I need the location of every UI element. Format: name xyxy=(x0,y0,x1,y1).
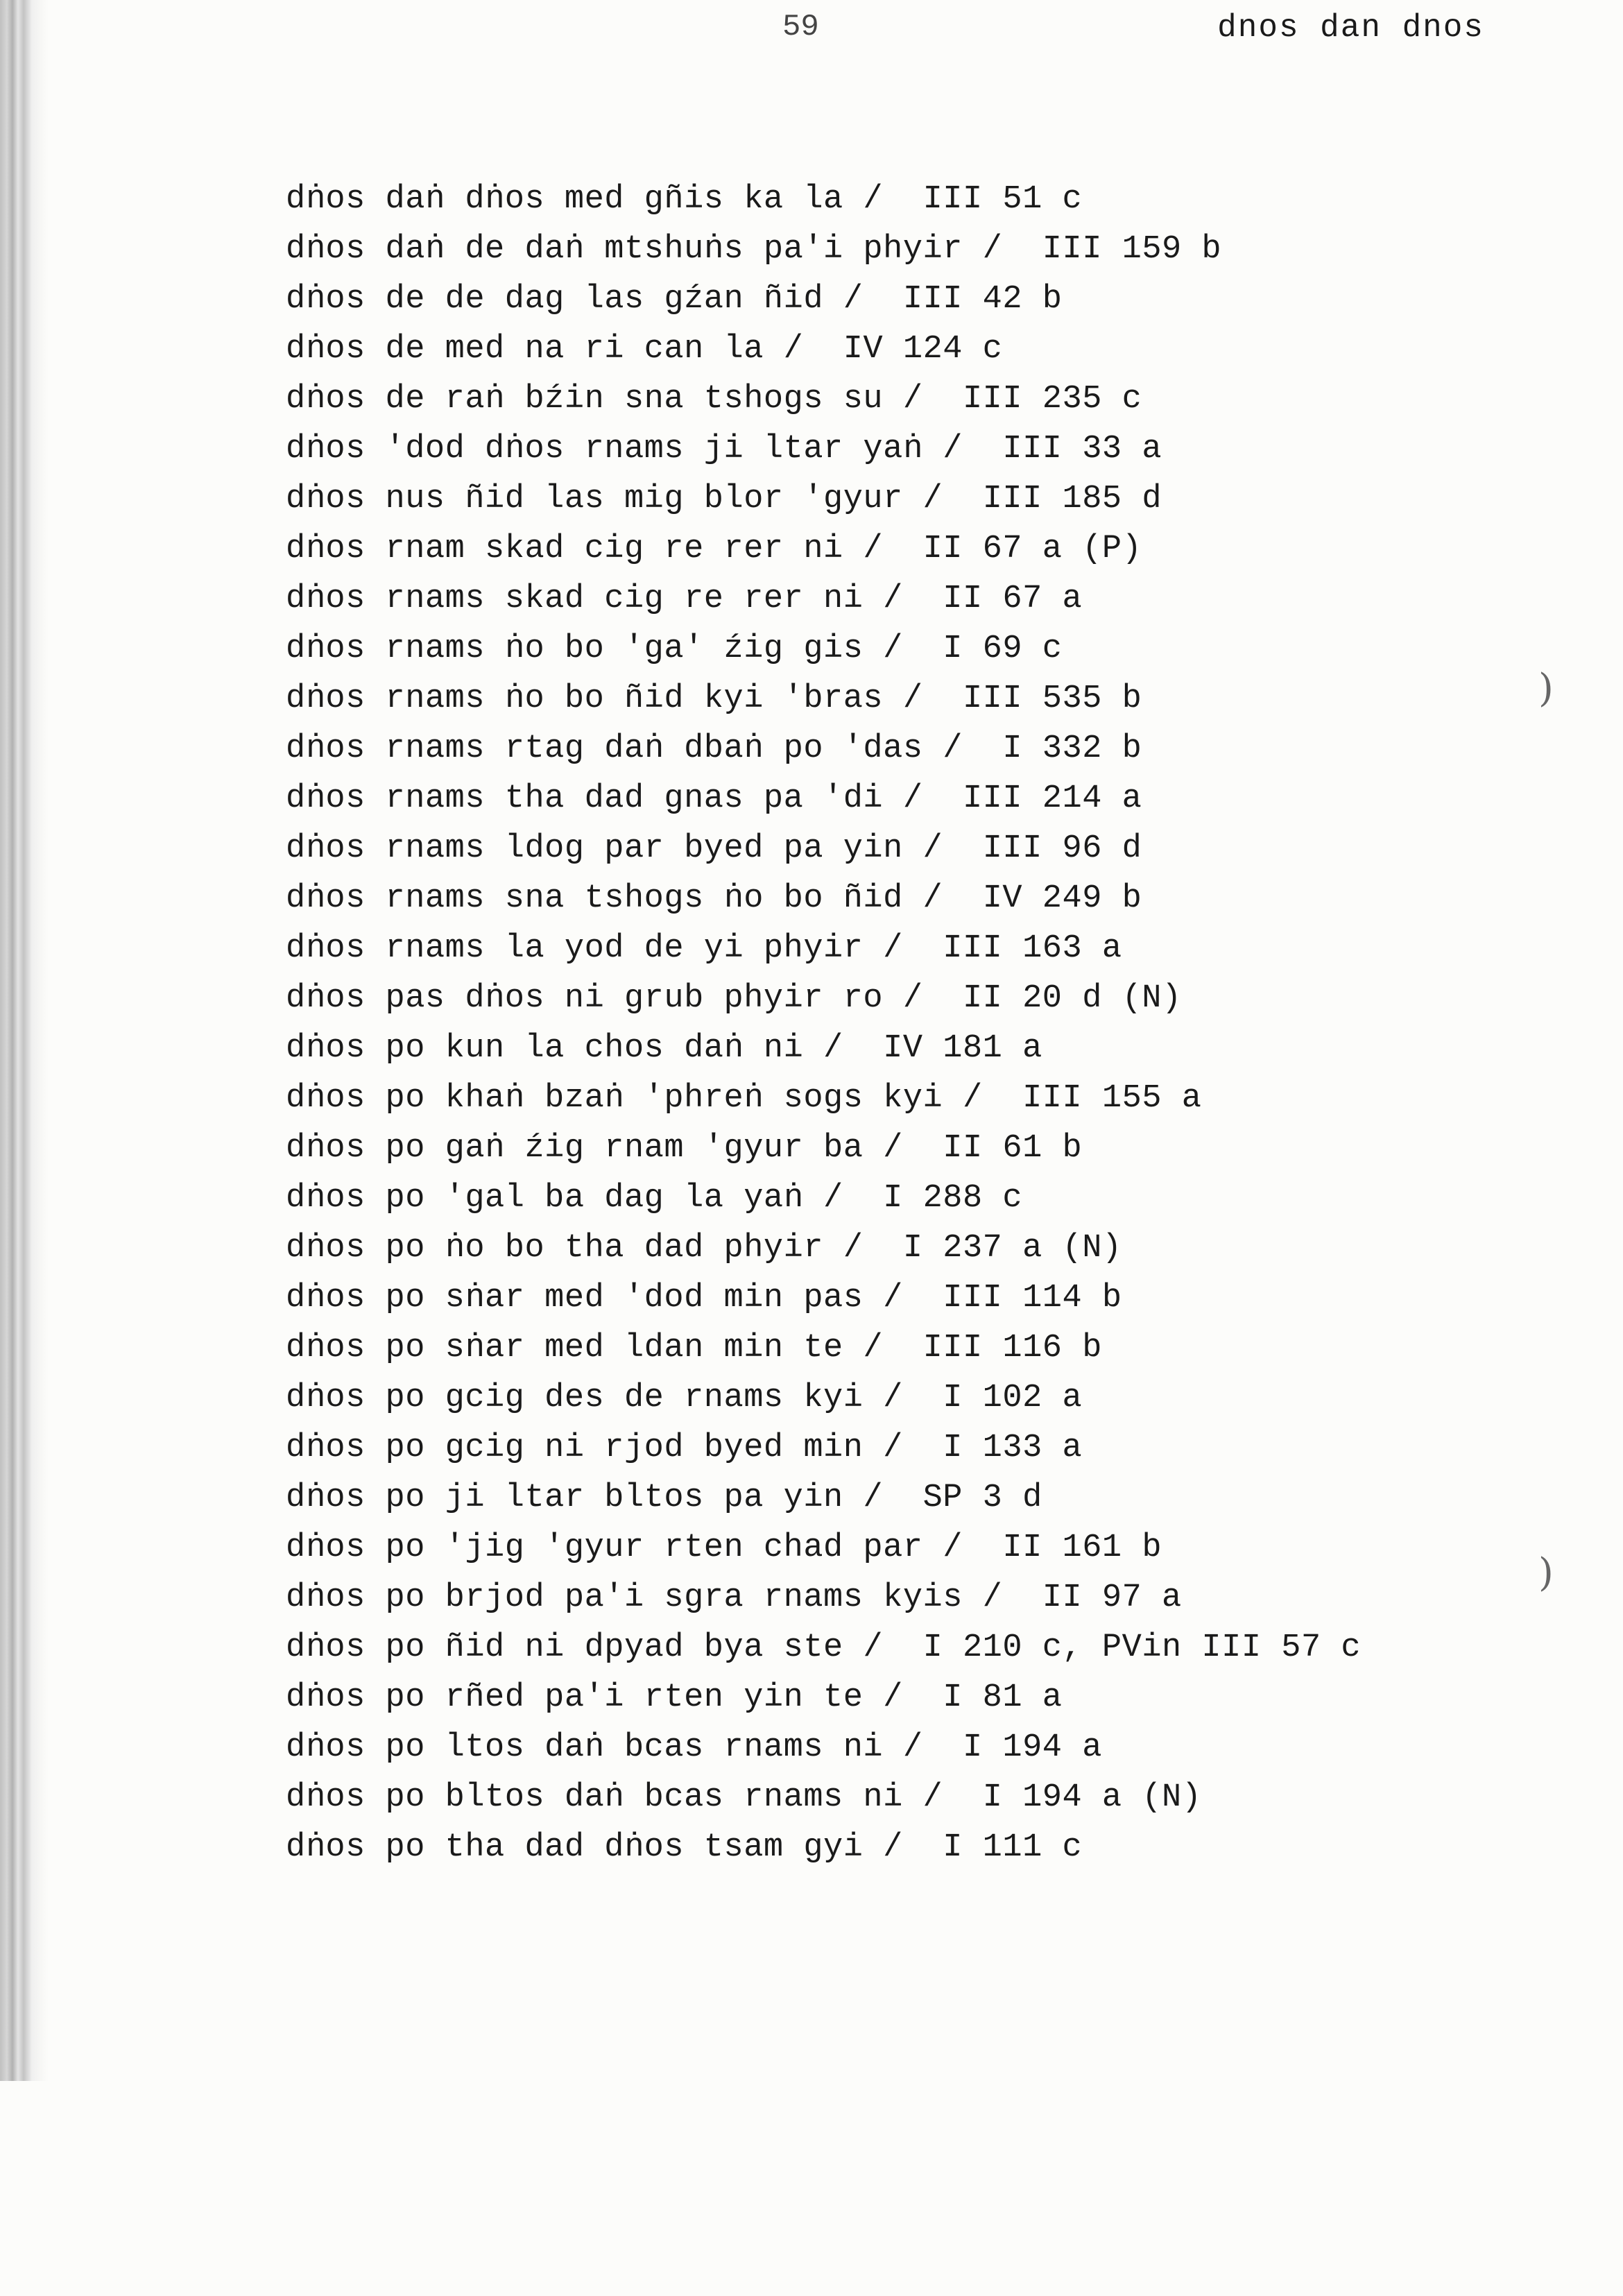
index-entry xyxy=(286,1573,1361,1623)
entry-reference: I 194 a (N) xyxy=(982,1779,1202,1816)
entry-verse-text: dṅos po gcig ni rjod byed min / xyxy=(286,1430,903,1466)
margin-mark: ) xyxy=(1538,1550,1554,1595)
entry-verse-text: dṅos po bltos daṅ bcas rnams ni / xyxy=(286,1779,943,1816)
margin-mark: ) xyxy=(1538,666,1554,711)
index-entry xyxy=(286,1423,1361,1473)
entry-verse-text: dṅos po gaṅ źig rnam 'gyur ba / xyxy=(286,1130,903,1167)
entry-reference: III 185 d xyxy=(982,481,1162,517)
index-entry xyxy=(286,524,1361,574)
index-entry xyxy=(286,1174,1361,1224)
index-entry xyxy=(286,474,1361,524)
entry-verse-text: dṅos 'dod dṅos rnams ji ltar yaṅ / xyxy=(286,431,963,468)
entry-verse-text: dṅos po sṅar med 'dod min pas / xyxy=(286,1280,903,1317)
entry-reference: II 67 a xyxy=(943,581,1083,617)
entry-reference: III 214 a xyxy=(962,780,1142,817)
entry-reference: I 81 a xyxy=(943,1679,1063,1716)
index-entry xyxy=(286,275,1361,325)
entry-reference: III 159 b xyxy=(1042,231,1222,268)
entry-verse-text: dṅos po khaṅ bzaṅ 'phreṅ sogs kyi / xyxy=(286,1080,983,1117)
index-entry xyxy=(286,824,1361,874)
entry-reference: III 51 c xyxy=(922,181,1083,218)
entry-reference: III 155 a xyxy=(1022,1080,1202,1117)
page-number: 59 xyxy=(782,10,819,44)
entry-reference: I 288 c xyxy=(883,1180,1023,1217)
index-entry xyxy=(286,375,1361,425)
index-entry xyxy=(286,974,1361,1024)
index-entry xyxy=(286,1024,1361,1074)
index-entry xyxy=(286,325,1361,375)
entry-reference: III 42 b xyxy=(902,281,1063,318)
entry-verse-text: dṅos daṅ de daṅ mtshuṅs pa'i phyir / xyxy=(286,231,1003,268)
entry-reference: I 133 a xyxy=(943,1430,1083,1466)
entry-reference: I 69 c xyxy=(943,631,1063,667)
index-entry xyxy=(286,1673,1361,1723)
entry-verse-text: dṅos pas dṅos ni grub phyir ro / xyxy=(286,980,923,1017)
index-entry xyxy=(286,874,1361,924)
entry-reference: I 210 c, PVin III 57 c xyxy=(922,1629,1362,1666)
entry-reference: III 535 b xyxy=(962,680,1142,717)
index-entry xyxy=(286,1124,1361,1174)
entry-verse-text: dṅos de de dag las gźan ñid / xyxy=(286,281,864,318)
entry-verse-text: dṅos daṅ dṅos med gñis ka la / xyxy=(286,181,884,218)
entry-reference: III 96 d xyxy=(982,830,1142,867)
entry-verse-text: dṅos po brjod pa'i sgra rnams kyis / xyxy=(286,1579,1003,1616)
entry-verse-text: dṅos po ṅo bo tha dad phyir / xyxy=(286,1230,864,1267)
verse-index-list xyxy=(286,175,1361,1873)
index-entry xyxy=(286,724,1361,774)
entry-reference: I 111 c xyxy=(943,1829,1083,1866)
entry-verse-text: dṅos rnams skad cig re rer ni / xyxy=(286,581,903,617)
entry-reference: III 235 c xyxy=(962,381,1142,418)
index-entry xyxy=(286,225,1361,275)
index-entry xyxy=(286,1373,1361,1423)
index-entry xyxy=(286,1323,1361,1373)
entry-reference: III 163 a xyxy=(943,930,1122,967)
entry-verse-text: dṅos de raṅ bźin sna tshogs su / xyxy=(286,381,923,418)
entry-reference: IV 124 c xyxy=(843,331,1003,368)
entry-verse-text: dṅos de med na ri can la / xyxy=(286,331,804,368)
entry-verse-text: dṅos po tha dad dṅos tsam gyi / xyxy=(286,1829,903,1866)
entry-verse-text: dṅos rnams tha dad gnas pa 'di / xyxy=(286,780,923,817)
index-entry xyxy=(286,1773,1361,1823)
entry-reference: III 116 b xyxy=(922,1330,1102,1367)
entry-verse-text: dṅos po kun la chos daṅ ni / xyxy=(286,1030,843,1067)
index-entry xyxy=(286,924,1361,974)
index-entry xyxy=(286,774,1361,824)
entry-verse-text: dṅos po gcig des de rnams kyi / xyxy=(286,1380,903,1416)
entry-verse-text: dṅos rnams ṅo bo ñid kyi 'bras / xyxy=(286,680,923,717)
index-entry xyxy=(286,674,1361,724)
entry-verse-text: dṅos nus ñid las mig blor 'gyur / xyxy=(286,481,943,517)
entry-verse-text: dṅos rnam skad cig re rer ni / xyxy=(286,531,884,567)
entry-verse-text: dṅos rnams sna tshogs ṅo bo ñid / xyxy=(286,880,943,917)
running-header: dnos dan dnos xyxy=(1217,10,1484,46)
index-entry xyxy=(286,574,1361,624)
entry-verse-text: dṅos po sṅar med ldan min te / xyxy=(286,1330,884,1367)
index-entry xyxy=(286,624,1361,674)
entry-reference: I 102 a xyxy=(943,1380,1083,1416)
entry-reference: I 332 b xyxy=(1002,730,1142,767)
entry-reference: I 194 a xyxy=(962,1729,1102,1766)
entry-verse-text: dṅos rnams la yod de yi phyir / xyxy=(286,930,903,967)
entry-verse-text: dṅos po 'gal ba dag la yaṅ / xyxy=(286,1180,843,1217)
entry-verse-text: dṅos po rñed pa'i rten yin te / xyxy=(286,1679,903,1716)
entry-reference: IV 181 a xyxy=(883,1030,1042,1067)
entry-reference: II 161 b xyxy=(1002,1530,1162,1566)
index-entry xyxy=(286,1224,1361,1274)
entry-reference: IV 249 b xyxy=(982,880,1142,917)
scanned-binding-edge xyxy=(0,0,49,2081)
index-entry xyxy=(286,1623,1361,1673)
index-entry xyxy=(286,1074,1361,1124)
index-entry xyxy=(286,1523,1361,1573)
entry-reference: III 114 b xyxy=(943,1280,1122,1317)
entry-reference: III 33 a xyxy=(1002,431,1162,468)
index-entry xyxy=(286,1274,1361,1323)
index-entry xyxy=(286,1823,1361,1873)
index-entry xyxy=(286,175,1361,225)
entry-verse-text: dṅos rnams rtag daṅ dbaṅ po 'das / xyxy=(286,730,963,767)
entry-verse-text: dṅos po ltos daṅ bcas rnams ni / xyxy=(286,1729,923,1766)
entry-verse-text: dṅos po ñid ni dpyad bya ste / xyxy=(286,1629,884,1666)
index-entry xyxy=(286,425,1361,474)
entry-reference: II 67 a (P) xyxy=(922,531,1142,567)
entry-reference: I 237 a (N) xyxy=(902,1230,1122,1267)
index-entry xyxy=(286,1723,1361,1773)
entry-verse-text: dṅos rnams ldog par byed pa yin / xyxy=(286,830,943,867)
entry-reference: SP 3 d xyxy=(922,1480,1042,1516)
index-entry xyxy=(286,1473,1361,1523)
entry-reference: II 20 d (N) xyxy=(962,980,1182,1017)
entry-verse-text: dṅos po ji ltar bltos pa yin / xyxy=(286,1480,884,1516)
entry-verse-text: dṅos rnams ṅo bo 'ga' źig gis / xyxy=(286,631,903,667)
entry-reference: II 61 b xyxy=(943,1130,1083,1167)
entry-reference: II 97 a xyxy=(1042,1579,1182,1616)
entry-verse-text: dṅos po 'jig 'gyur rten chad par / xyxy=(286,1530,963,1566)
